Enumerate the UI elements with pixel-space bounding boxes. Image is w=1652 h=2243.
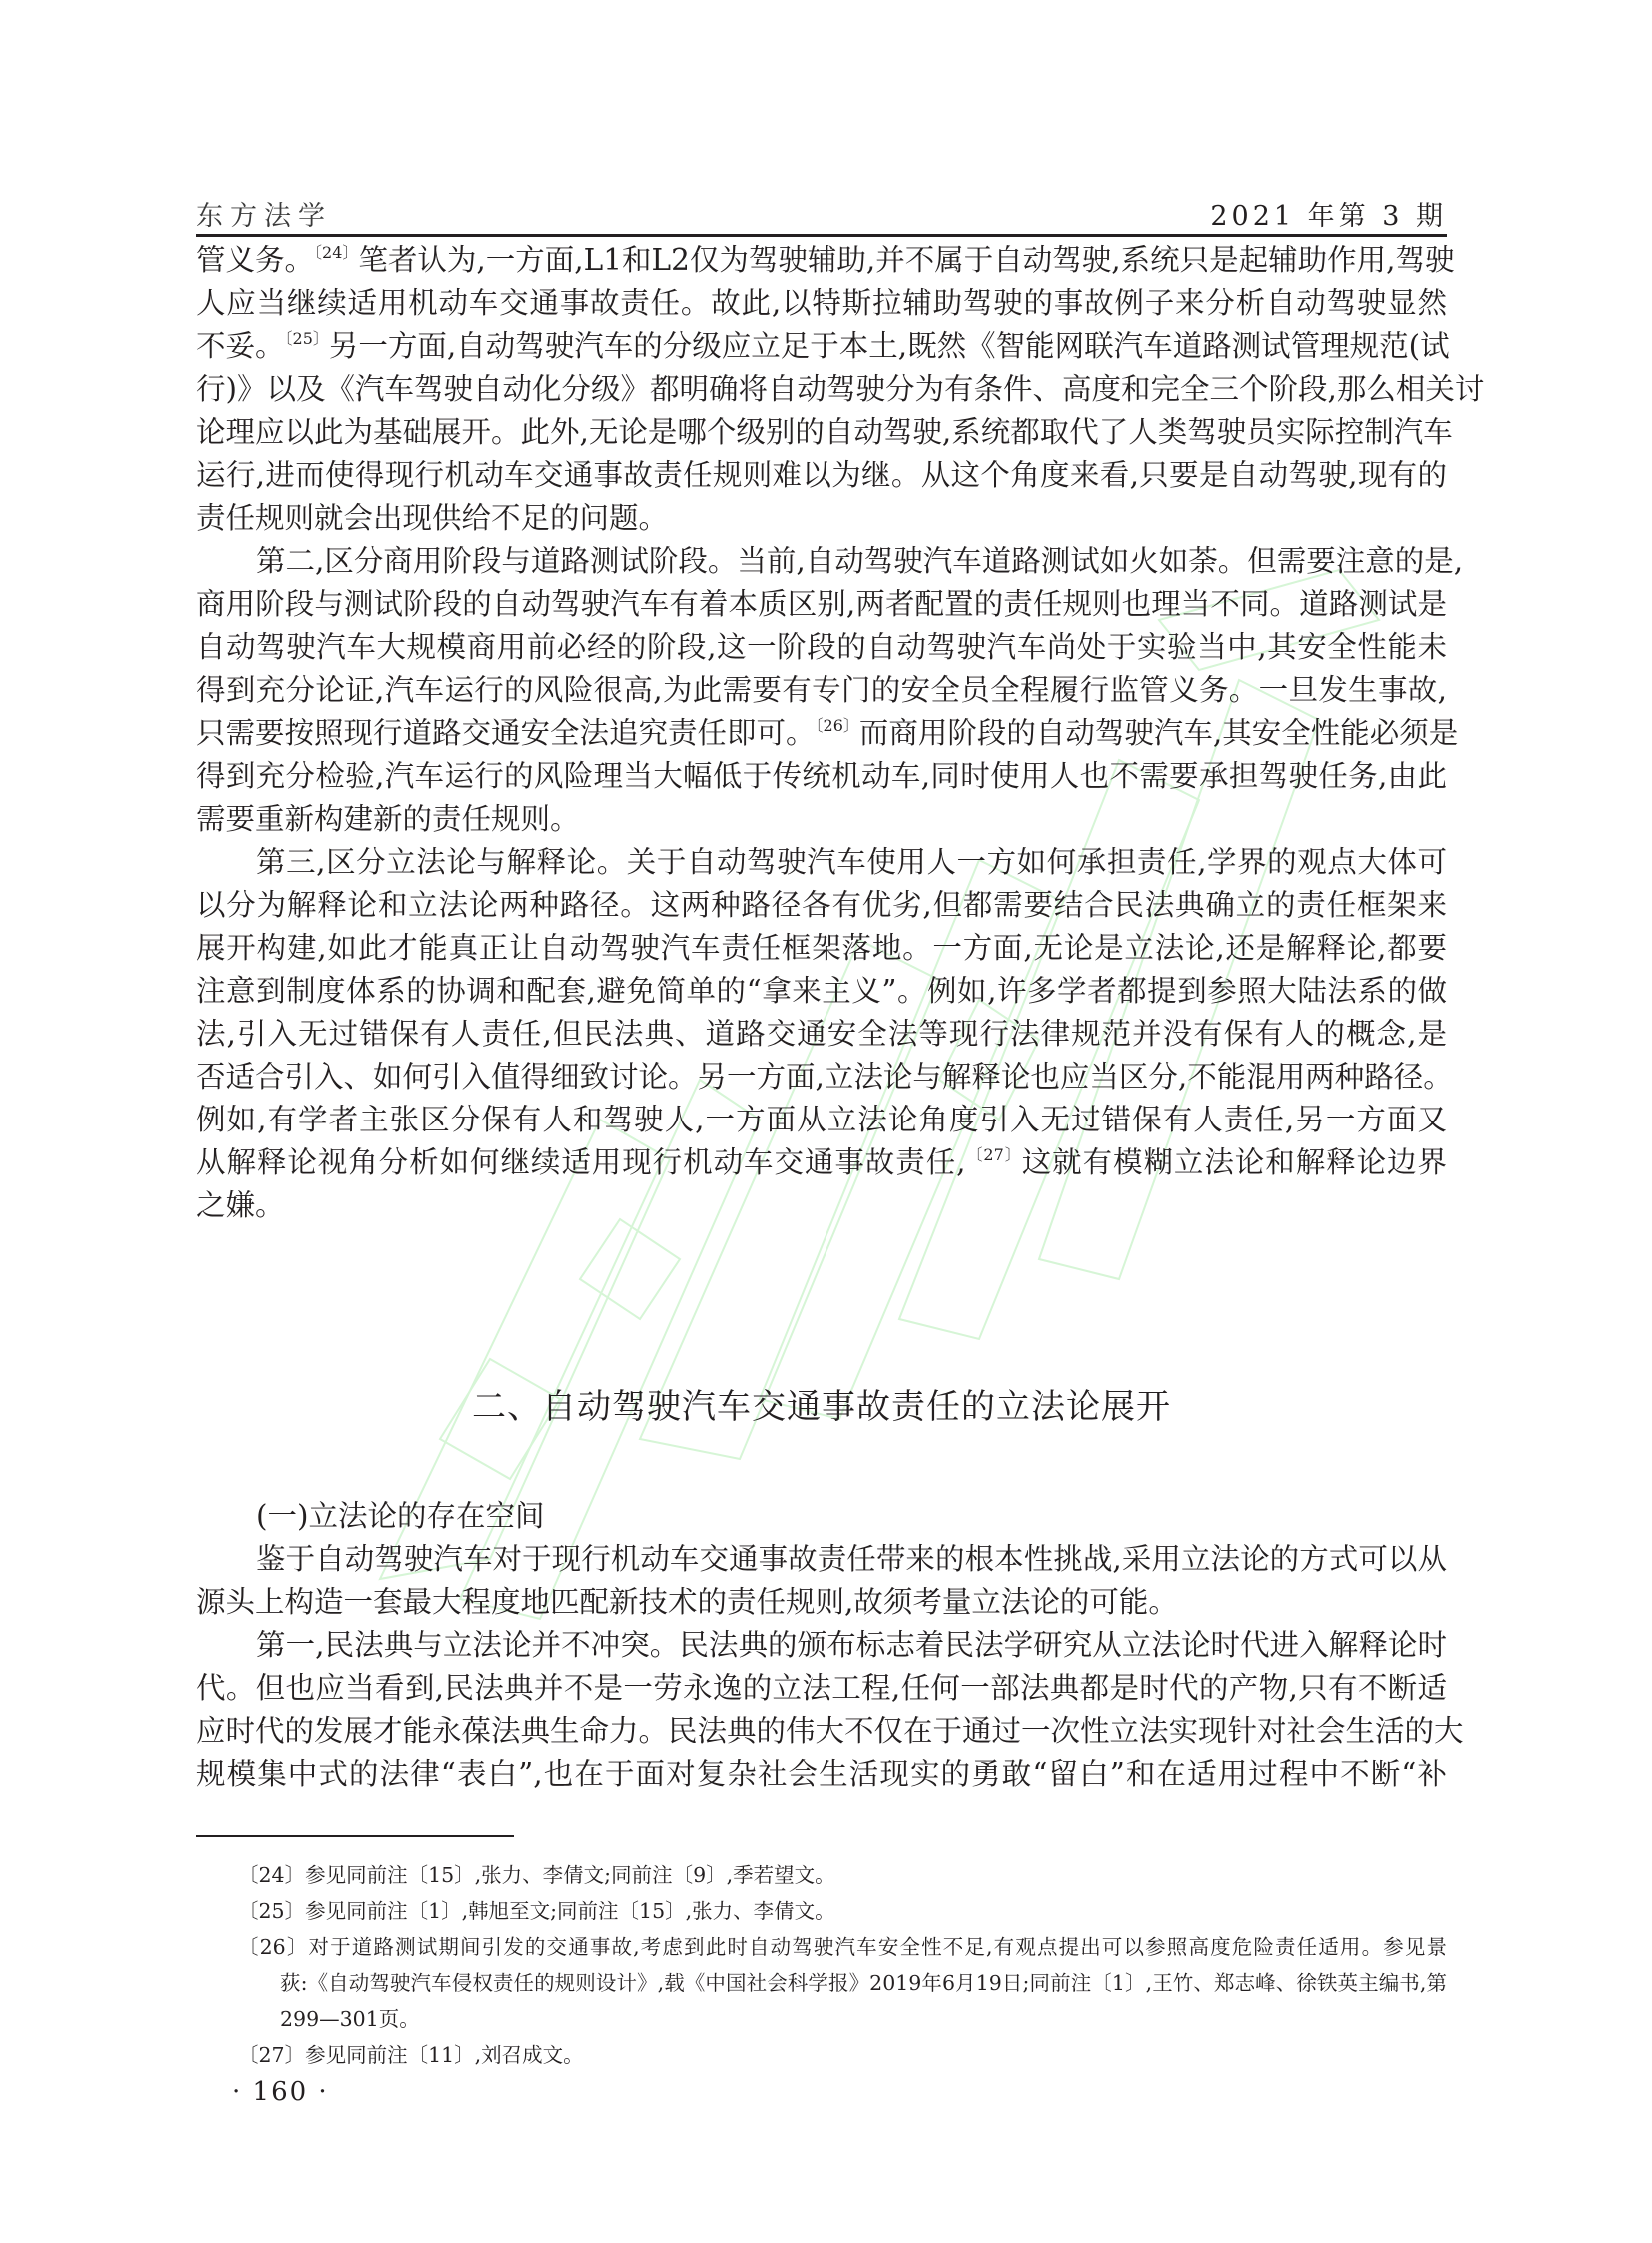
paragraph-continuation bbox=[196, 239, 1485, 540]
text-line: 代。但也应当看到,民法典并不是一劳永逸的立法工程,任何一部法典都是时代的产物,只有不断适 bbox=[196, 1671, 1447, 1705]
issue-label: 2021 年第 3 期 bbox=[1210, 201, 1447, 232]
text-line: 源头上构造一套最大程度地匹配新技术的责任规则,故须考量立法论的可能。 bbox=[196, 1585, 1178, 1619]
text-line: 不妥。$^{〔25〕}$另一方面,自动驾驶汽车的分级应立足于本土,既然《智能网联汽车道路测试管理规范(试 bbox=[196, 329, 1450, 363]
footnote-separator bbox=[196, 1835, 514, 1837]
footnote-26: 〔26〕对于道路测试期间引发的交通事故,考虑到此时自动驾驶汽车安全性不足,有观点提出可以参照高度危险责任适用。参见景 bbox=[238, 1935, 1447, 1959]
text-line: 只需要按照现行道路交通安全法追究责任即可。$^{〔26〕}$而商用阶段的自动驾驶汽车,其安全性能必须是 bbox=[196, 716, 1459, 750]
footnote-27: 〔27〕参见同前注〔11〕,刘召成文。 bbox=[238, 2043, 584, 2067]
text-line: 以分为解释论和立法论两种路径。这两种路径各有优劣,但都需要结合民法典确立的责任框架来 bbox=[196, 888, 1447, 922]
text-line: 鉴于自动驾驶汽车对于现行机动车交通事故责任带来的根本性挑战,采用立法论的方式可以从 bbox=[256, 1542, 1447, 1576]
footnotes bbox=[196, 1857, 1447, 2073]
text-line: 运行,进而使得现行机动车交通事故责任规则难以为继。从这个角度来看,只要是自动驾驶,现有的 bbox=[196, 458, 1447, 492]
text-line: 应时代的发展才能永葆法典生命力。民法典的伟大不仅在于通过一次性立法实现针对社会生活的大 bbox=[196, 1714, 1464, 1748]
text-line: 自动驾驶汽车大规模商用前必经的阶段,这一阶段的自动驾驶汽车尚处于实验当中,其安全性能未 bbox=[196, 630, 1447, 664]
text-line: 例如,有学者主张区分保有人和驾驶人,一方面从立法论角度引入无过错保有人责任,另一方面又 bbox=[196, 1103, 1447, 1136]
text-line: 商用阶段与测试阶段的自动驾驶汽车有着本质区别,两者配置的责任规则也理当不同。道路测试是 bbox=[196, 587, 1447, 621]
text-line: 第三,区分立法论与解释论。关于自动驾驶汽车使用人一方如何承担责任,学界的观点大体可 bbox=[256, 845, 1447, 879]
subsection-heading: (一)立法论的存在空间 bbox=[256, 1499, 545, 1533]
header-rule bbox=[196, 234, 1447, 237]
text-line: 管义务。$^{〔24〕}$笔者认为,一方面,L1和L2仅为驾驶辅助,并不属于自动驾驶,系统只是起辅助作用,驾驶 bbox=[196, 243, 1455, 277]
footnote-ref-25[interactable]: 〔25〕 bbox=[284, 329, 329, 348]
page-number: · 160 · bbox=[232, 2077, 329, 2107]
paragraph-third-point bbox=[196, 841, 1453, 1227]
text-line: 从解释论视角分析如何继续适用现行机动车交通事故责任,$^{〔27〕}$这就有模糊立法论和解释论边界 bbox=[196, 1145, 1447, 1179]
footnote-26-cont: 299—301页。 bbox=[280, 2007, 420, 2031]
footnote-ref-24[interactable]: 〔24〕 bbox=[314, 243, 359, 262]
paragraph-second-point bbox=[196, 540, 1464, 841]
text-line: 之嫌。 bbox=[196, 1188, 285, 1222]
footnote-25: 〔25〕参见同前注〔1〕,韩旭至文;同前注〔15〕,张力、李倩文。 bbox=[238, 1899, 835, 1923]
text-line: 人应当继续适用机动车交通事故责任。故此,以特斯拉辅助驾驶的事故例子来分析自动驾驶显然 bbox=[196, 286, 1447, 320]
footnote-26-cont: 荻:《自动驾驶汽车侵权责任的规则设计》,载《中国社会科学报》2019年6月19日;同前注〔1〕,王竹、郑志峰、徐铁英主编书,第 bbox=[280, 1971, 1447, 1995]
text-line: 需要重新构建新的责任规则。 bbox=[196, 802, 580, 836]
text-line: 责任规则就会出现供给不足的问题。 bbox=[196, 501, 669, 535]
footnote-24: 〔24〕参见同前注〔15〕,张力、李倩文;同前注〔9〕,季若望文。 bbox=[238, 1863, 835, 1887]
footnote-ref-27[interactable]: 〔27〕 bbox=[965, 1145, 1022, 1164]
text-line: 注意到制度体系的协调和配套,避免简单的“拿来主义”。例如,许多学者都提到参照大陆法系的做 bbox=[196, 974, 1447, 1008]
text-line: 展开构建,如此才能真正让自动驾驶汽车责任框架落地。一方面,无论是立法论,还是解释论,都要 bbox=[196, 931, 1447, 965]
text-line: 行)》以及《汽车驾驶自动化分级》都明确将自动驾驶分为有条件、高度和完全三个阶段,那么相关讨 bbox=[196, 372, 1485, 406]
section-heading: 二、自动驾驶汽车交通事故责任的立法论展开 bbox=[472, 1387, 1171, 1427]
text-line: 规模集中式的法律“表白”,也在于面对复杂社会生活现实的勇敢“留白”和在适用过程中不断“补 bbox=[196, 1757, 1447, 1791]
text-line: 第一,民法典与立法论并不冲突。民法典的颁布标志着民法学研究从立法论时代进入解释论时 bbox=[256, 1628, 1447, 1662]
subsection-block bbox=[196, 1495, 1464, 1796]
running-header bbox=[196, 190, 1447, 230]
text-line: 论理应以此为基础展开。此外,无论是哪个级别的自动驾驶,系统都取代了人类驾驶员实际控制汽车 bbox=[196, 415, 1453, 449]
text-line: 第二,区分商用阶段与道路测试阶段。当前,自动驾驶汽车道路测试如火如荼。但需要注意的是, bbox=[256, 544, 1464, 578]
journal-name: 东方法学 bbox=[196, 201, 332, 232]
text-line: 得到充分检验,汽车运行的风险理当大幅低于传统机动车,同时使用人也不需要承担驾驶任务,由此 bbox=[196, 759, 1447, 793]
text-line: 得到充分论证,汽车运行的风险很高,为此需要有专门的安全员全程履行监管义务。一旦发生事故, bbox=[196, 673, 1447, 707]
text-line: 否适合引入、如何引入值得细致讨论。另一方面,立法论与解释论也应当区分,不能混用两种路径。 bbox=[196, 1060, 1453, 1094]
footnote-ref-26[interactable]: 〔26〕 bbox=[815, 716, 859, 735]
text-line: 法,引入无过错保有人责任,但民法典、道路交通安全法等现行法律规范并没有保有人的概念,是 bbox=[196, 1017, 1447, 1051]
